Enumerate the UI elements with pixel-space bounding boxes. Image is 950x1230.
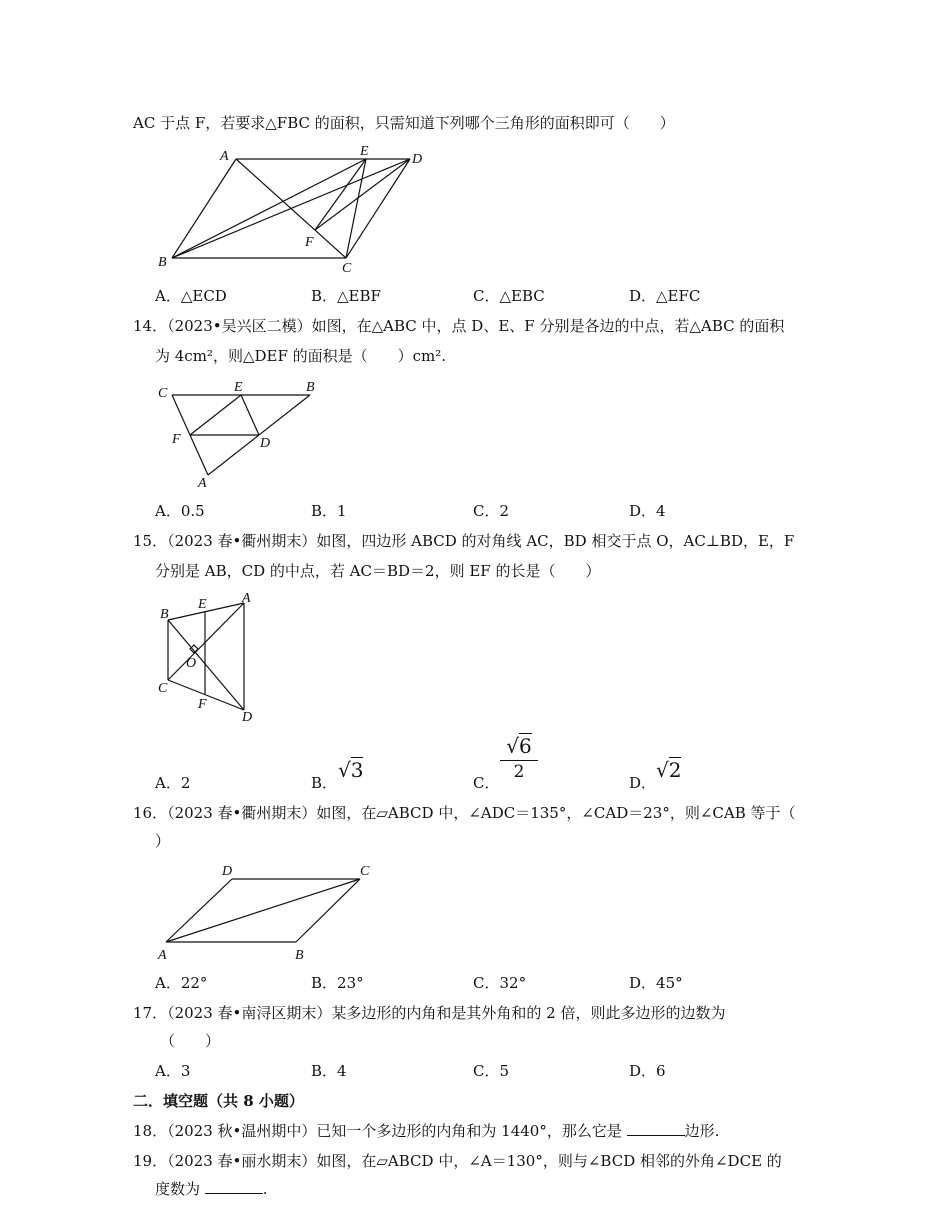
q17-option-a[interactable]: A．3 — [155, 1062, 191, 1080]
q17-option-b[interactable]: B．4 — [311, 1062, 347, 1080]
label-A: A — [198, 476, 207, 491]
label-B: B — [160, 607, 169, 622]
label-C: C — [158, 386, 168, 401]
q15-option-a[interactable]: A．2 — [155, 774, 191, 792]
q13-option-d[interactable]: D．△EFC — [629, 287, 701, 305]
q13-option-b[interactable]: B．△EBF — [311, 287, 381, 305]
q15-option-d-value: √2 — [656, 758, 682, 782]
q15-option-b-value: √3 — [338, 758, 364, 782]
q16-option-b[interactable]: B．23° — [311, 974, 364, 992]
label-D: D — [222, 864, 233, 879]
label-A: A — [242, 591, 251, 606]
q19-text-line1: 19．（2023 春•丽水期末）如图，在▱ABCD 中，∠A＝130°，则与∠BCD 相邻的外角∠DCE 的 — [133, 1152, 782, 1170]
label-B: B — [295, 948, 304, 963]
q14-figure — [150, 375, 330, 499]
q19-text-line2 — [155, 1179, 268, 1199]
label-B: B — [158, 255, 167, 270]
label-A: A — [220, 149, 229, 164]
label-O: O — [186, 656, 197, 671]
q19-text-before: 度数为 — [155, 1180, 201, 1198]
q16-option-d[interactable]: D．45° — [629, 974, 683, 992]
q14-text-line2: 为 4cm²，则△DEF 的面积是（ ）cm². — [155, 347, 447, 365]
label-C: C — [158, 681, 168, 696]
q13-option-a[interactable]: A．△ECD — [155, 287, 227, 305]
q15-option-b[interactable]: B． — [311, 774, 338, 792]
label-E: E — [234, 380, 243, 395]
q13-text: AC 于点 F，若要求△FBC 的面积，只需知道下列哪个三角形的面积即可（ ） — [133, 114, 675, 132]
q16-figure — [150, 855, 385, 969]
q17-text-line1: 17．（2023 春•南浔区期末）某多边形的内角和是其外角和的 2 倍，则此多边形的边数为 — [133, 1004, 726, 1022]
q15-option-d[interactable]: D． — [629, 774, 657, 792]
label-C: C — [342, 261, 352, 275]
label-F: F — [172, 432, 181, 447]
q16-text-line2: ） — [155, 832, 171, 850]
q18-text-after: 边形. — [684, 1122, 720, 1140]
q15-option-c[interactable]: C． — [473, 774, 500, 792]
q18-answer-blank[interactable] — [627, 1121, 685, 1136]
q19-answer-blank[interactable] — [205, 1179, 263, 1194]
q18-text — [133, 1121, 719, 1141]
label-F: F — [198, 697, 207, 712]
q15-text-line2: 分别是 AB，CD 的中点，若 AC＝BD＝2，则 EF 的长是（ ） — [155, 562, 601, 580]
label-E: E — [198, 597, 207, 612]
q13-figure — [150, 140, 440, 279]
q15-option-c-value: $\frac{√6}{2}$ — [500, 734, 538, 783]
label-D: D — [242, 710, 253, 725]
q14-option-a[interactable]: A．0.5 — [155, 502, 205, 520]
label-C: C — [360, 864, 370, 879]
label-B: B — [306, 380, 315, 395]
q19-text-after: . — [262, 1180, 268, 1198]
q14-option-d[interactable]: D．4 — [629, 502, 666, 520]
q15-text-line1: 15．（2023 春•衢州期末）如图，四边形 ABCD 的对角线 AC，BD 相交于点 O，AC⊥BD，E，F — [133, 532, 795, 550]
label-D: D — [412, 152, 423, 167]
q14-option-c[interactable]: C．2 — [473, 502, 510, 520]
q17-text-line2: （ ） — [160, 1032, 221, 1050]
q17-option-d[interactable]: D．6 — [629, 1062, 666, 1080]
label-D: D — [260, 436, 271, 451]
q14-text-line1: 14．（2023•吴兴区二模）如图，在△ABC 中，点 D、E、F 分别是各边的中点，若△ABC 的面积 — [133, 317, 785, 335]
label-E: E — [360, 144, 369, 159]
q13-option-c[interactable]: C．△EBC — [473, 287, 545, 305]
q18-text-before: 18．（2023 秋•温州期中）已知一个多边形的内角和为 1440°，那么它是 — [133, 1122, 622, 1140]
q15-figure — [150, 590, 265, 729]
label-F: F — [305, 235, 314, 250]
q16-option-c[interactable]: C．32° — [473, 974, 527, 992]
q16-option-a[interactable]: A．22° — [155, 974, 208, 992]
label-A: A — [158, 948, 167, 963]
section-title: 二．填空题（共 8 小题） — [133, 1092, 304, 1110]
q14-option-b[interactable]: B．1 — [311, 502, 347, 520]
q16-text-line1: 16．（2023 春•衢州期末）如图，在▱ABCD 中，∠ADC＝135°，∠CAD＝23°，则∠CAB 等于（ — [133, 804, 796, 822]
q17-option-c[interactable]: C．5 — [473, 1062, 510, 1080]
